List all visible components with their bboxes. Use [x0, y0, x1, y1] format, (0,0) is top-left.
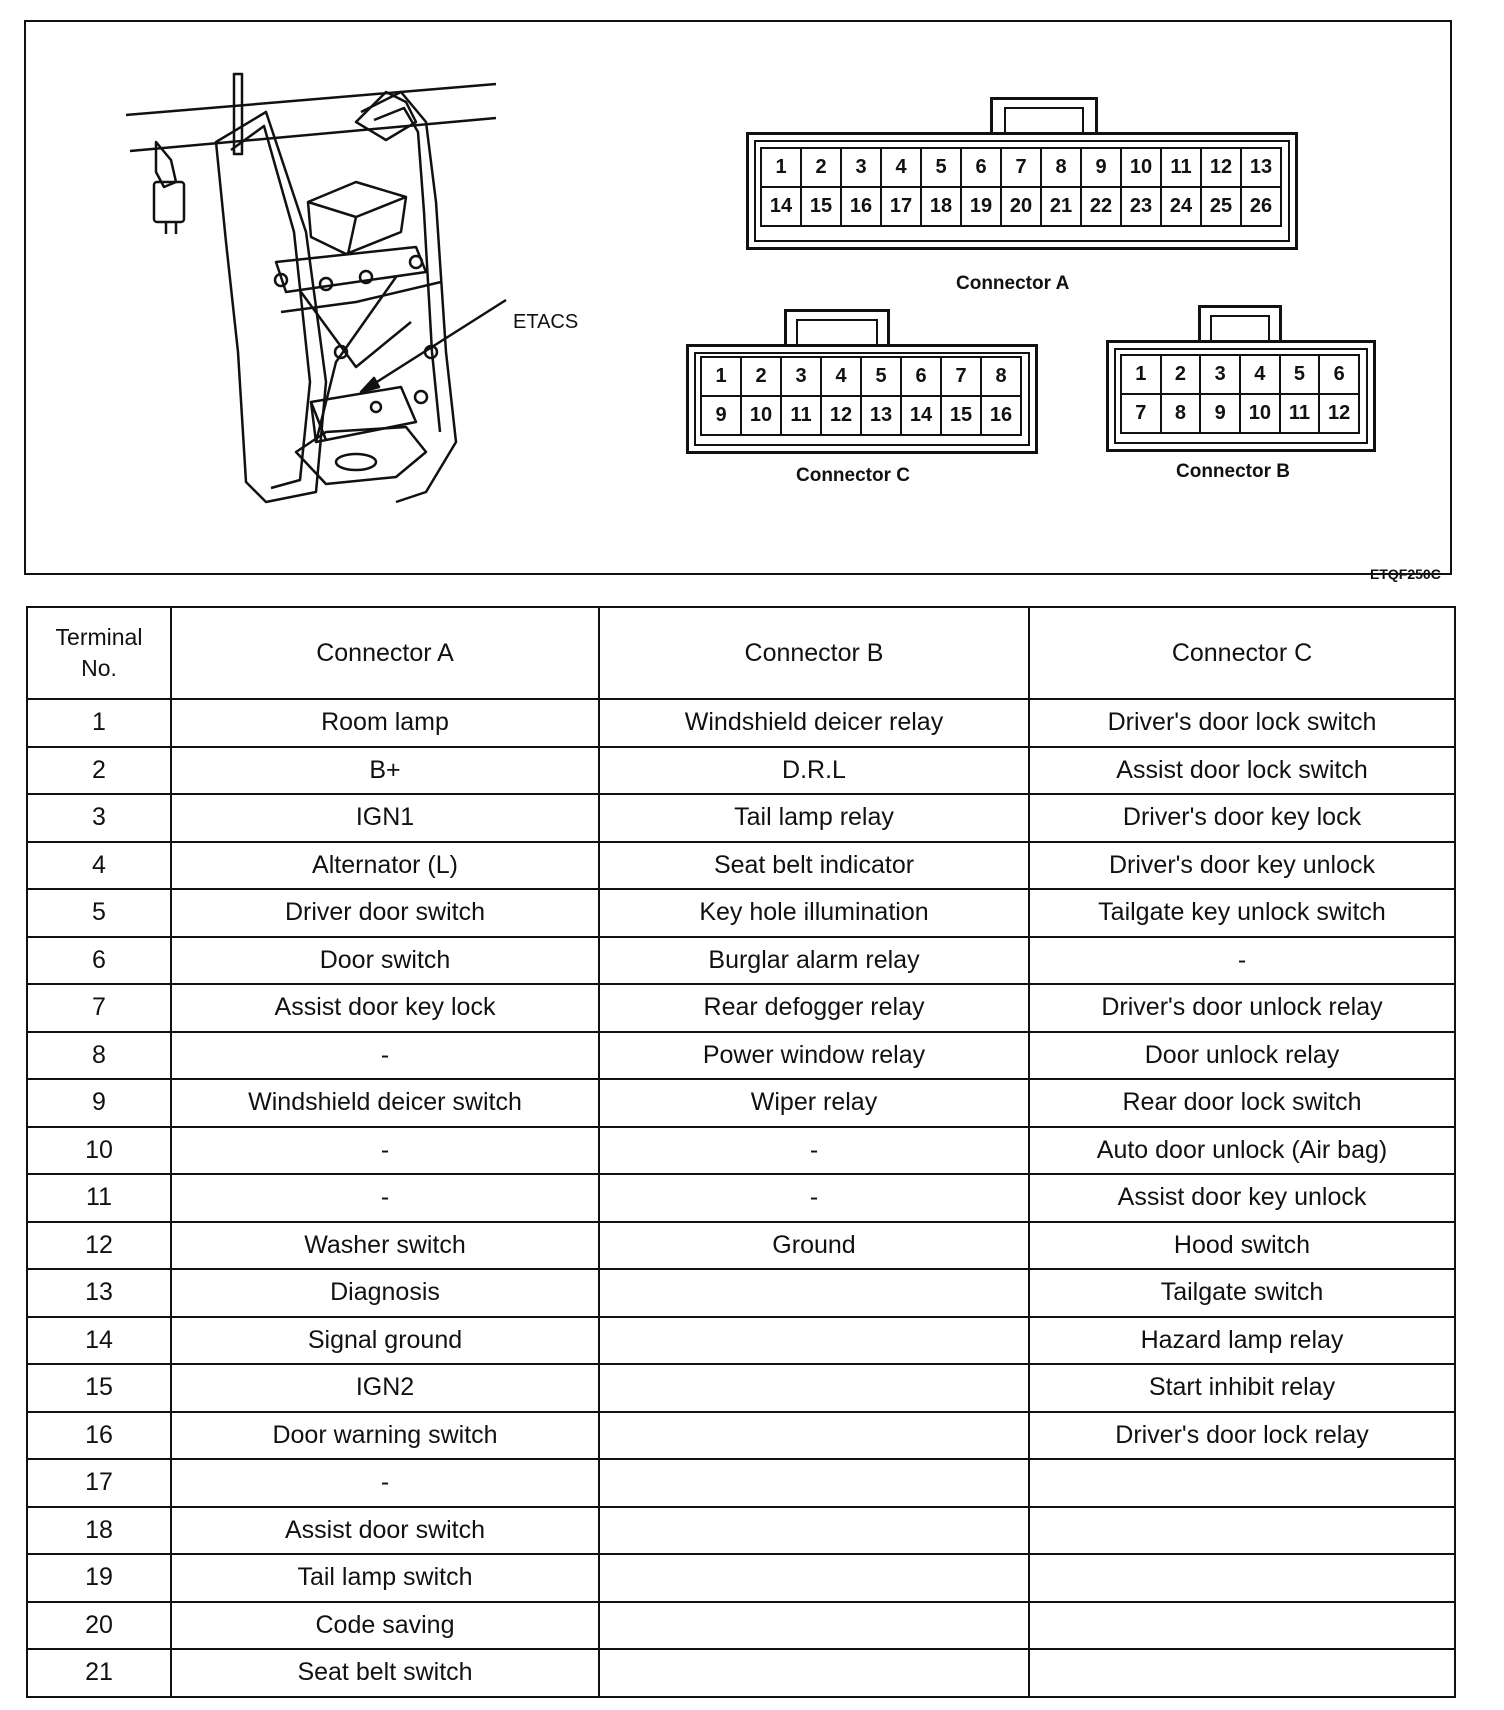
connector-b-cell	[599, 1649, 1029, 1697]
terminal-number-cell: 6	[27, 937, 171, 985]
connector-c-cell: Door unlock relay	[1029, 1032, 1455, 1080]
pin: 5	[1281, 356, 1321, 395]
pin: 25	[1202, 188, 1242, 227]
connector-b-cell: -	[599, 1174, 1029, 1222]
connector-a-cell: Door switch	[171, 937, 599, 985]
table-row	[27, 984, 1455, 1032]
connector-a-cell: Signal ground	[171, 1317, 599, 1365]
connector-b-cell: -	[599, 1127, 1029, 1175]
connector-c-cell: Auto door unlock (Air bag)	[1029, 1127, 1455, 1175]
table-row	[27, 1459, 1455, 1507]
connector-c-cell	[1029, 1459, 1455, 1507]
terminal-number-cell: 16	[27, 1412, 171, 1460]
table-row	[27, 1079, 1455, 1127]
pin: 13	[862, 397, 902, 436]
pin: 11	[1162, 149, 1202, 188]
connector-c-cell: Driver's door key lock	[1029, 794, 1455, 842]
connector-c-cell: Driver's door key unlock	[1029, 842, 1455, 890]
pin: 6	[962, 149, 1002, 188]
connector-b-diagram	[1106, 305, 1386, 505]
connector-a-cell: Code saving	[171, 1602, 599, 1650]
connector-c-header: Connector C	[1029, 607, 1455, 699]
terminal-no-header	[27, 607, 171, 699]
connector-a-cell: B+	[171, 747, 599, 795]
pin: 2	[1162, 356, 1202, 395]
table-row	[27, 1412, 1455, 1460]
terminal-number-cell: 20	[27, 1602, 171, 1650]
terminal-number-cell: 17	[27, 1459, 171, 1507]
table-header-row	[27, 607, 1455, 699]
connector-a-header: Connector A	[171, 607, 599, 699]
connector-b-cell: Wiper relay	[599, 1079, 1029, 1127]
pin: 5	[862, 358, 902, 397]
pin: 26	[1242, 188, 1282, 227]
connector-b-cell	[599, 1554, 1029, 1602]
connector-a-cell: Room lamp	[171, 699, 599, 747]
terminal-number-cell: 12	[27, 1222, 171, 1270]
pin: 7	[1122, 395, 1162, 434]
table-row	[27, 1554, 1455, 1602]
terminal-number-cell: 19	[27, 1554, 171, 1602]
pin: 1	[1122, 356, 1162, 395]
pin: 4	[822, 358, 862, 397]
terminal-number-cell: 14	[27, 1317, 171, 1365]
table-row	[27, 1269, 1455, 1317]
pin: 4	[1241, 356, 1281, 395]
connector-b-cell	[599, 1317, 1029, 1365]
terminal-number-cell: 1	[27, 699, 171, 747]
connector-c-cell	[1029, 1507, 1455, 1555]
pin: 21	[1042, 188, 1082, 227]
connector-b-cell	[599, 1412, 1029, 1460]
connector-a-cell: -	[171, 1459, 599, 1507]
table-row	[27, 699, 1455, 747]
table-row	[27, 1174, 1455, 1222]
pin: 12	[822, 397, 862, 436]
connector-b-cell	[599, 1459, 1029, 1507]
connector-a-cell: Door warning switch	[171, 1412, 599, 1460]
pin: 23	[1122, 188, 1162, 227]
terminal-number-cell: 3	[27, 794, 171, 842]
pin: 14	[902, 397, 942, 436]
pin: 13	[1242, 149, 1282, 188]
connector-b-pins	[1120, 354, 1360, 434]
pin: 19	[962, 188, 1002, 227]
connector-a-cell: Windshield deicer switch	[171, 1079, 599, 1127]
pin: 9	[702, 397, 742, 436]
terminal-number-cell: 21	[27, 1649, 171, 1697]
pin: 6	[902, 358, 942, 397]
figure-frame	[24, 20, 1452, 575]
table-row	[27, 842, 1455, 890]
table-row	[27, 1364, 1455, 1412]
connector-b-cell	[599, 1269, 1029, 1317]
pin: 11	[1281, 395, 1321, 434]
connector-c-label: Connector C	[796, 465, 910, 486]
connector-c-pins	[700, 356, 1022, 436]
pin: 9	[1201, 395, 1241, 434]
pin: 12	[1202, 149, 1242, 188]
connector-a-cell: IGN2	[171, 1364, 599, 1412]
terminal-number-cell: 4	[27, 842, 171, 890]
pin: 8	[1042, 149, 1082, 188]
pin: 1	[702, 358, 742, 397]
connector-c-cell: Driver's door unlock relay	[1029, 984, 1455, 1032]
table-row	[27, 1602, 1455, 1650]
terminal-number-cell: 2	[27, 747, 171, 795]
connector-a-pins	[760, 147, 1282, 227]
pin: 17	[882, 188, 922, 227]
pin: 4	[882, 149, 922, 188]
pin: 16	[842, 188, 882, 227]
table-body	[27, 699, 1455, 1697]
terminal-number-cell: 7	[27, 984, 171, 1032]
connector-a-cell: Seat belt switch	[171, 1649, 599, 1697]
connector-b-cell: Tail lamp relay	[599, 794, 1029, 842]
connector-a-cell: Washer switch	[171, 1222, 599, 1270]
pin: 12	[1320, 395, 1360, 434]
connector-b-cell	[599, 1602, 1029, 1650]
terminal-number-cell: 15	[27, 1364, 171, 1412]
connector-b-cell	[599, 1507, 1029, 1555]
pin: 22	[1082, 188, 1122, 227]
connector-b-cell: D.R.L	[599, 747, 1029, 795]
pin: 20	[1002, 188, 1042, 227]
pin: 3	[842, 149, 882, 188]
table-row	[27, 794, 1455, 842]
connector-c-cell	[1029, 1649, 1455, 1697]
pin: 3	[782, 358, 822, 397]
pin: 18	[922, 188, 962, 227]
terminal-number-cell: 18	[27, 1507, 171, 1555]
connector-a-cell: -	[171, 1174, 599, 1222]
terminal-number-cell: 5	[27, 889, 171, 937]
connector-a-cell: Alternator (L)	[171, 842, 599, 890]
connector-b-label: Connector B	[1176, 461, 1290, 482]
terminal-header-line2: No.	[81, 655, 117, 681]
connector-c-cell: Assist door lock switch	[1029, 747, 1455, 795]
figure-code: ETQF250C	[1370, 566, 1441, 582]
table-row	[27, 1127, 1455, 1175]
connector-b-cell: Rear defogger relay	[599, 984, 1029, 1032]
table-row	[27, 1649, 1455, 1697]
pin: 8	[1162, 395, 1202, 434]
connector-a-diagram	[746, 97, 1306, 307]
table-row	[27, 1032, 1455, 1080]
pin: 9	[1082, 149, 1122, 188]
table-row	[27, 1222, 1455, 1270]
pin: 3	[1201, 356, 1241, 395]
connector-a-cell: -	[171, 1032, 599, 1080]
pin: 10	[1241, 395, 1281, 434]
connector-b-cell: Windshield deicer relay	[599, 699, 1029, 747]
pin: 15	[802, 188, 842, 227]
pin: 14	[762, 188, 802, 227]
connector-c-cell: Rear door lock switch	[1029, 1079, 1455, 1127]
connector-a-label: Connector A	[956, 273, 1070, 294]
connector-b-cell: Power window relay	[599, 1032, 1029, 1080]
connector-b-cell: Burglar alarm relay	[599, 937, 1029, 985]
pin: 8	[982, 358, 1022, 397]
connector-c-cell: Assist door key unlock	[1029, 1174, 1455, 1222]
terminal-number-cell: 9	[27, 1079, 171, 1127]
pin: 6	[1320, 356, 1360, 395]
pin: 7	[1002, 149, 1042, 188]
pin: 11	[782, 397, 822, 436]
terminal-table	[26, 606, 1456, 1698]
terminal-number-cell: 8	[27, 1032, 171, 1080]
connector-a-cell: Diagnosis	[171, 1269, 599, 1317]
terminal-number-cell: 11	[27, 1174, 171, 1222]
table-row	[27, 937, 1455, 985]
connector-a-cell: Driver door switch	[171, 889, 599, 937]
pin: 1	[762, 149, 802, 188]
connector-c-cell: Hood switch	[1029, 1222, 1455, 1270]
table-row	[27, 1317, 1455, 1365]
pin: 15	[942, 397, 982, 436]
connector-a-cell: Assist door key lock	[171, 984, 599, 1032]
connector-c-cell: Driver's door lock relay	[1029, 1412, 1455, 1460]
pin: 7	[942, 358, 982, 397]
pin: 10	[1122, 149, 1162, 188]
connector-c-diagram	[686, 309, 1046, 509]
connector-c-cell: Driver's door lock switch	[1029, 699, 1455, 747]
table-row	[27, 747, 1455, 795]
pin: 2	[742, 358, 782, 397]
pin: 16	[982, 397, 1022, 436]
connector-c-cell: -	[1029, 937, 1455, 985]
pin: 24	[1162, 188, 1202, 227]
pin: 5	[922, 149, 962, 188]
connector-b-cell: Seat belt indicator	[599, 842, 1029, 890]
connector-c-cell: Tailgate key unlock switch	[1029, 889, 1455, 937]
terminal-number-cell: 13	[27, 1269, 171, 1317]
connector-c-cell: Hazard lamp relay	[1029, 1317, 1455, 1365]
connector-a-cell: Tail lamp switch	[171, 1554, 599, 1602]
terminal-number-cell: 10	[27, 1127, 171, 1175]
connector-c-cell	[1029, 1602, 1455, 1650]
connector-b-header: Connector B	[599, 607, 1029, 699]
terminal-header-line1: Terminal	[55, 624, 143, 650]
connector-a-cell: IGN1	[171, 794, 599, 842]
connector-c-cell	[1029, 1554, 1455, 1602]
connector-b-cell: Key hole illumination	[599, 889, 1029, 937]
connector-c-cell: Tailgate switch	[1029, 1269, 1455, 1317]
connector-a-cell: Assist door switch	[171, 1507, 599, 1555]
connector-a-cell: -	[171, 1127, 599, 1175]
connector-b-cell	[599, 1364, 1029, 1412]
pin: 2	[802, 149, 842, 188]
table-row	[27, 889, 1455, 937]
etacs-callout-label: ETACS	[513, 311, 579, 333]
connector-c-cell: Start inhibit relay	[1029, 1364, 1455, 1412]
table-row	[27, 1507, 1455, 1555]
pin: 10	[742, 397, 782, 436]
connector-b-cell: Ground	[599, 1222, 1029, 1270]
